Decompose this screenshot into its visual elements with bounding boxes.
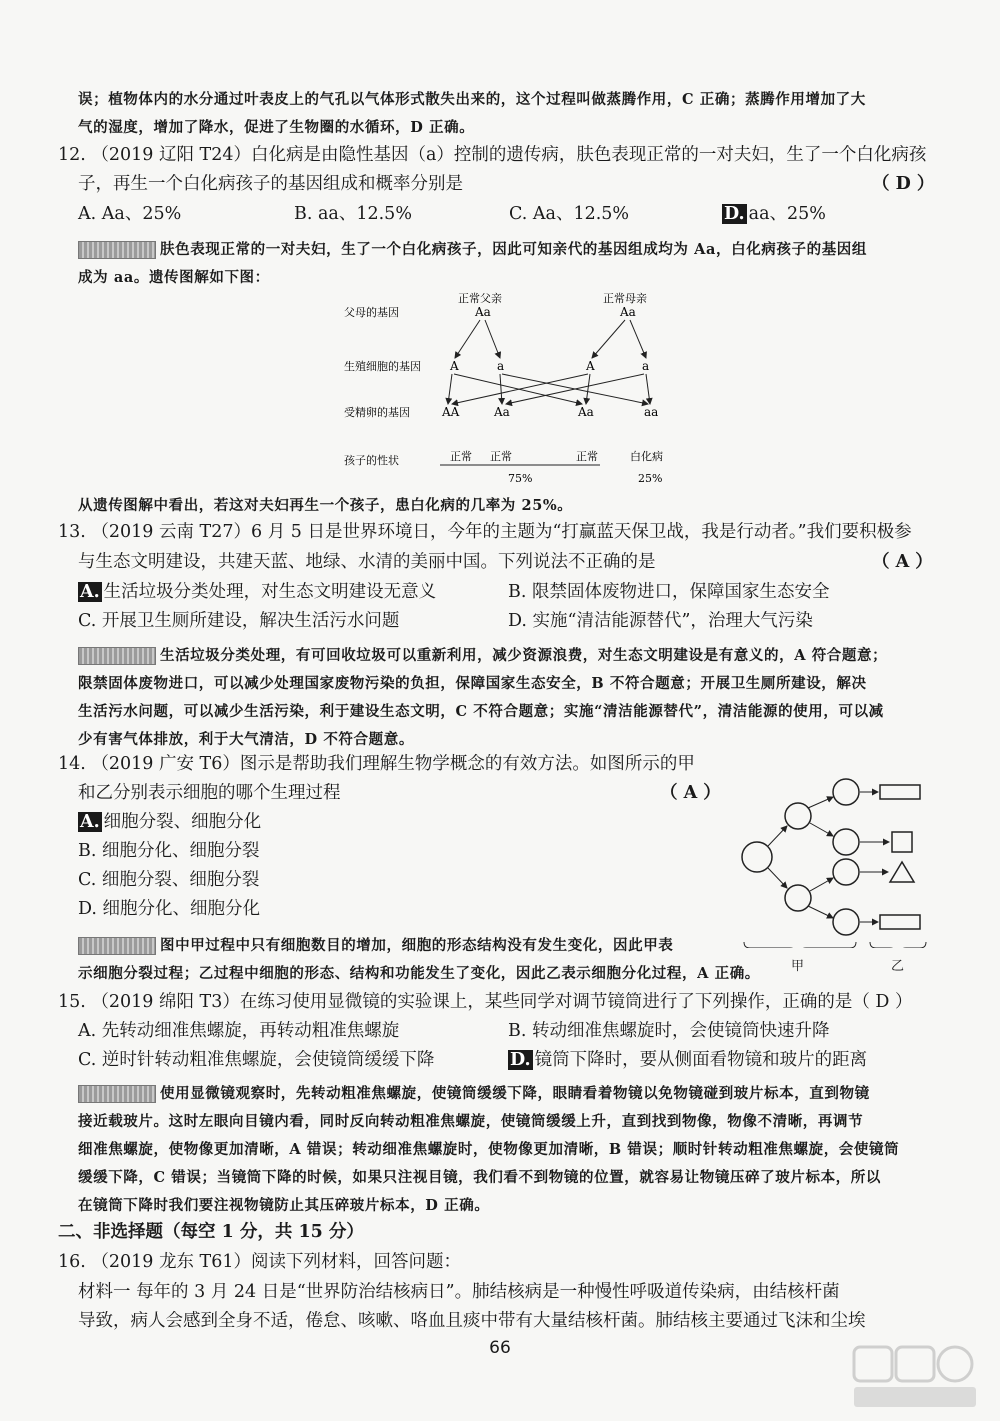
label-yi: 乙 bbox=[891, 959, 905, 974]
correct-option-marker: D. bbox=[510, 1050, 531, 1070]
pct-albino: 25% bbox=[638, 472, 663, 485]
arrow bbox=[592, 320, 625, 358]
father-label: 正常父亲 bbox=[458, 292, 502, 305]
cell-circle bbox=[833, 829, 859, 855]
explanation-text: 限禁固体废物进口，可以减少处理国家废物污染的负担，保障国家生态安全，B 不符合题意；开展卫生厕所建设，解决 bbox=[78, 675, 867, 692]
explanation-text: 从遗传图解中看出，若这对夫妇再生一个孩子，患白化病的几率为 25%。 bbox=[78, 497, 573, 514]
explanation-text: 气的湿度，增加了降水，促进了生物圈的水循环，D 正确。 bbox=[78, 119, 475, 136]
gamete: a bbox=[497, 359, 505, 373]
option-c: C. 逆时针转动粗准焦螺旋，会使镜筒缓缓下降 bbox=[78, 1050, 435, 1070]
differentiated-cell-square bbox=[892, 832, 912, 852]
trait: 正常 bbox=[450, 450, 472, 463]
explanation-text: 生活污水问题，可以减少生活污染，利于建设生态文明，C 不符合题意；实施“清洁能源替代”，清洁能源的使用，可以减 bbox=[78, 703, 884, 720]
cell-circle bbox=[833, 909, 859, 935]
zygote: AA bbox=[442, 405, 460, 419]
explanation-text: 误；植物体内的水分通过叶表皮上的气孔以气体形式散失出来的，这个过程叫做蒸腾作用，C 正确；蒸腾作用增加了大 bbox=[78, 91, 866, 108]
arrow bbox=[500, 374, 502, 404]
cell-circle bbox=[833, 779, 859, 805]
row-label-parents: 父母的基因 bbox=[344, 306, 399, 319]
row-label-traits: 孩子的性状 bbox=[344, 454, 399, 467]
explanation-line: 使用显微镜观察时，先转动粗准焦螺旋，使镜筒缓缓下降，眼睛看着物镜以免物镜碰到玻片标本，直到物镜 bbox=[160, 1085, 870, 1102]
option-text: 生活垃圾分类处理，对生态文明建设无意义 bbox=[103, 582, 437, 602]
trait: 正常 bbox=[490, 450, 512, 463]
page-number: 66 bbox=[489, 1338, 511, 1358]
explanation-text: 在镜筒下降时我们要注视物镜防止其压碎玻片标本，D 正确。 bbox=[78, 1197, 490, 1214]
option-c: C. 细胞分裂、细胞分裂 bbox=[78, 870, 260, 890]
explanation-line: 肤色表现正常的一对夫妇，生了一个白化病孩子，因此可知亲代的基因组成均为 Aa，白化病孩子的基因组 bbox=[160, 241, 867, 258]
arrow bbox=[768, 826, 787, 846]
arrow bbox=[506, 374, 644, 404]
explanation-text bbox=[78, 644, 887, 665]
option-a bbox=[78, 578, 436, 603]
explanation-text: 接近载玻片。这时左眼向目镜内看，同时反向转动粗准焦螺旋，使镜筒缓缓上升，直到找到物像，物像不清晰，再调节 bbox=[78, 1113, 864, 1130]
label-jia: 甲 bbox=[791, 959, 805, 974]
option-d bbox=[508, 1046, 867, 1071]
bracket-jia bbox=[744, 942, 856, 948]
arrow bbox=[810, 823, 833, 836]
analysis-badge bbox=[78, 647, 156, 665]
explanation-text bbox=[78, 934, 673, 955]
differentiated-cell-rectangle bbox=[880, 785, 920, 799]
explanation-line: 生活垃圾分类处理，有可回收垃圾可以重新利用，减少资源浪费，对生态文明建设是有意义的，A 符合题意； bbox=[160, 647, 888, 664]
arrow bbox=[485, 320, 500, 358]
option-a: A. 先转动细准焦螺旋，再转动粗准焦螺旋 bbox=[78, 1021, 400, 1041]
correct-option-marker: A. bbox=[80, 812, 100, 832]
option-b: B. 转动细准焦螺旋时，会使镜筒快速升降 bbox=[508, 1021, 830, 1041]
arrow bbox=[808, 906, 833, 918]
bracket-yi bbox=[870, 942, 926, 948]
explanation-text bbox=[78, 1082, 870, 1103]
question-stem: 与生态文明建设，共建天蓝、地绿、水清的美丽中国。下列说法不正确的是 bbox=[78, 552, 656, 572]
option-text: aa、25% bbox=[748, 204, 826, 224]
option-c: C. 开展卫生厕所建设，解决生活污水问题 bbox=[78, 611, 400, 631]
option-b: B. aa、12.5% bbox=[294, 204, 412, 224]
correct-option-marker: A. bbox=[80, 582, 100, 602]
answer-marker: （ A ） bbox=[872, 552, 933, 572]
arrow bbox=[808, 797, 833, 808]
question-stem: 12. （2019 辽阳 T24）白化病是由隐性基因（a）控制的遗传病，肤色表现正常的一对夫妇，生了一个白化病孩 bbox=[58, 145, 927, 165]
option-a: A. Aa、25% bbox=[78, 204, 182, 224]
option-b: B. 限禁固体废物进口，保障国家生态安全 bbox=[508, 582, 830, 602]
differentiated-cell-rectangle bbox=[880, 915, 920, 929]
father-genotype: Aa bbox=[475, 305, 491, 319]
gamete: A bbox=[450, 359, 459, 373]
question-stem: 和乙分别表示细胞的哪个生理过程 bbox=[78, 783, 341, 803]
trait: 白化病 bbox=[630, 450, 663, 463]
option-d bbox=[722, 200, 826, 225]
differentiated-cell-triangle bbox=[890, 862, 914, 882]
explanation-text: 缓缓下降，C 错误；当镜筒下降的时候，如果只注视目镜，我们看不到物镜的位置，就容易让物镜压碎了玻片标本，所以 bbox=[78, 1169, 881, 1186]
arrow bbox=[455, 320, 480, 358]
gamete: A bbox=[586, 359, 595, 373]
question-stem: 13. （2019 云南 T27）6 月 5 日是世界环境日，今年的主题为“打赢蓝天保卫战，我是行动者。”我们要积极参 bbox=[58, 522, 912, 542]
analysis-badge bbox=[78, 937, 156, 955]
arrow bbox=[768, 868, 787, 888]
explanation-text: 成为 aa。遗传图解如下图： bbox=[78, 269, 270, 286]
correct-option-marker: D. bbox=[724, 204, 745, 224]
cell-circle bbox=[785, 803, 811, 829]
arrow bbox=[646, 374, 650, 404]
analysis-badge bbox=[78, 1085, 156, 1103]
zygote: Aa bbox=[494, 405, 510, 419]
question-stem: 15. （2019 绵阳 T3）在练习使用显微镜的实验课上，某些同学对调节镜筒进行了下列操作，正确的是（ D ） bbox=[58, 992, 913, 1012]
option-b: B. 细胞分化、细胞分裂 bbox=[78, 841, 260, 861]
option-d: D. 细胞分化、细胞分化 bbox=[78, 899, 261, 919]
explanation-text: 少有害气体排放，利于大气清洁，D 不符合题意。 bbox=[78, 731, 414, 748]
question-stem: 16. （2019 龙东 T61）阅读下列材料，回答问题： bbox=[58, 1252, 461, 1272]
explanation-text: 细准焦螺旋，使物像更加清晰，A 错误；转动细准焦螺旋时，使物像更加清晰，B 错误；顺时针转动粗准焦螺旋，会使镜筒 bbox=[78, 1141, 900, 1158]
material-text: 导致，病人会感到全身不适，倦怠、咳嗽、咯血且痰中带有大量结核杆菌。肺结核主要通过飞沫和尘埃 bbox=[78, 1311, 866, 1331]
arrow bbox=[448, 374, 452, 404]
cell-circle bbox=[833, 859, 859, 885]
cell-circle bbox=[785, 885, 811, 911]
genetic-diagram bbox=[330, 288, 710, 488]
option-c: C. Aa、12.5% bbox=[509, 204, 630, 224]
explanation-text bbox=[78, 238, 867, 259]
cell-process-diagram bbox=[730, 768, 970, 948]
cell-circle bbox=[742, 842, 772, 872]
explanation-text: 示细胞分裂过程；乙过程中细胞的形态、结构和功能发生了变化，因此乙表示细胞分化过程，A 正确。 bbox=[78, 965, 760, 982]
option-text: 镜筒下降时，要从侧面看物镜和玻片的距离 bbox=[534, 1050, 868, 1070]
question-stem: 14. （2019 广安 T6）图示是帮助我们理解生物学概念的有效方法。如图所示的甲 bbox=[58, 754, 695, 774]
mother-label: 正常母亲 bbox=[603, 292, 647, 305]
analysis-badge bbox=[78, 241, 156, 259]
option-d: D. 实施“清洁能源替代”，治理大气污染 bbox=[508, 611, 813, 631]
material-text: 材料一 每年的 3 月 24 日是“世界防治结核病日”。肺结核病是一种慢性呼吸道传染病，由结核杆菌 bbox=[78, 1282, 840, 1302]
zygote: aa bbox=[644, 405, 659, 419]
option-text: 细胞分裂、细胞分化 bbox=[103, 812, 262, 832]
arrow bbox=[810, 878, 833, 891]
pct-normal: 75% bbox=[508, 472, 533, 485]
mother-genotype: Aa bbox=[620, 305, 636, 319]
trait: 正常 bbox=[576, 450, 598, 463]
gamete: a bbox=[642, 359, 650, 373]
section-title: 二、非选择题（每空 1 分，共 15 分） bbox=[58, 1222, 364, 1242]
question-stem: 子，再生一个白化病孩子的基因组成和概率分别是 bbox=[78, 174, 463, 194]
row-label-gametes: 生殖细胞的基因 bbox=[344, 360, 421, 373]
arrow bbox=[630, 320, 646, 358]
arrow bbox=[586, 374, 590, 404]
answer-marker: （ A ） bbox=[660, 783, 721, 803]
option-a bbox=[78, 808, 261, 833]
row-label-zygote: 受精卵的基因 bbox=[344, 406, 410, 419]
answer-marker: （ D ） bbox=[872, 174, 935, 194]
watermark-logo bbox=[850, 1343, 980, 1411]
zygote: Aa bbox=[578, 405, 594, 419]
explanation-line: 图中甲过程中只有细胞数目的增加，细胞的形态结构没有发生变化，因此甲表 bbox=[160, 937, 674, 954]
